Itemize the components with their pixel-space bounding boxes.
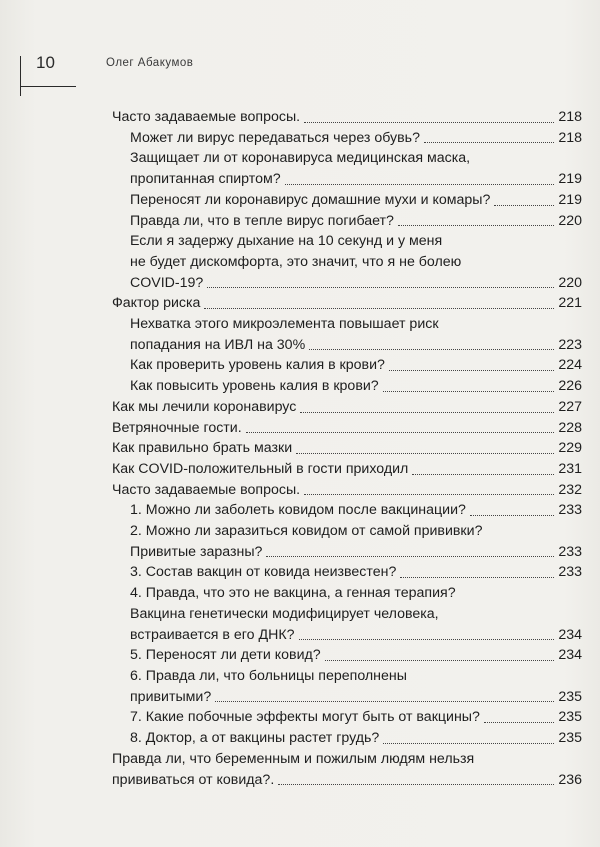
dot-leader [300, 412, 554, 413]
dot-leader [424, 142, 554, 143]
toc-entry-title: 5. Переносят ли дети ковид? [130, 647, 321, 664]
dot-leader [304, 494, 554, 495]
toc-entry-page: 218 [558, 129, 582, 146]
toc-entry-title: 7. Какие побочные эффекты могут быть от вакцины? [130, 709, 480, 726]
toc-entry-title-line: встраивается в его ДНК? [130, 626, 295, 643]
toc-entry-page: 221 [558, 295, 582, 312]
toc-entry-title: Как проверить уровень калия в крови? [130, 357, 385, 374]
dot-leader [484, 722, 554, 723]
toc-entry-page: 233 [558, 502, 582, 519]
toc-entry [112, 128, 582, 149]
toc-entry [112, 190, 582, 211]
toc-entry [112, 625, 582, 646]
toc-entry-title-line: 2. Можно ли заразиться ковидом от самой прививки? [130, 523, 483, 540]
dot-leader [246, 432, 554, 433]
toc-entry [112, 293, 582, 314]
dot-leader [296, 453, 554, 454]
toc-entry-title: Часто задаваемые вопросы. [112, 481, 301, 498]
toc-entry-title-line: Правда ли, что беременным и пожилым людям нельзя [112, 750, 475, 767]
toc-entry [112, 562, 582, 583]
dot-leader [278, 784, 554, 785]
toc-entry-page: 234 [558, 626, 582, 643]
running-author: Олег Абакумов [106, 57, 194, 69]
toc-entry [112, 438, 582, 459]
toc-entry-page: 235 [558, 709, 582, 726]
toc-entry [112, 397, 582, 418]
dot-leader [207, 287, 554, 288]
toc-entry-title: Как мы лечили коронавирус [112, 398, 297, 415]
toc-entry-page: 223 [558, 336, 582, 353]
toc-entry-title-line: 4. Правда, что это не вакцина, а генная терапия? [130, 585, 456, 602]
toc-entry-title: Как повысить уровень калия в крови? [130, 378, 379, 395]
toc-entry-title: 1. Можно ли заболеть ковидом после вакцинации? [130, 502, 466, 519]
toc-entry-page: 224 [558, 357, 582, 374]
toc-entry-title: Ветряночные гости. [112, 419, 242, 436]
toc-entry [112, 687, 582, 708]
toc-entry-title-line: Привитые заразны? [130, 543, 263, 560]
toc-entry-page: 227 [558, 398, 582, 415]
dot-leader [400, 577, 554, 578]
toc-entry [112, 770, 582, 791]
toc-entry-page: 220 [558, 212, 582, 229]
toc-entry-page: 235 [558, 730, 582, 747]
toc-entry-title-line: COVID-19? [130, 274, 204, 291]
toc-entry-page: 232 [558, 481, 582, 498]
toc-entry-title-line: прививаться от ковида?. [112, 771, 275, 788]
dot-leader [412, 474, 554, 475]
dot-leader [266, 556, 554, 557]
toc-entry-page: 218 [558, 109, 582, 125]
toc-entry-page: 235 [558, 688, 582, 705]
toc-entry-page: 236 [558, 771, 582, 788]
toc-entry-title-line: 6. Правда ли, что больницы переполнены [130, 667, 407, 684]
toc-entry-page: 228 [558, 419, 582, 436]
dot-leader [470, 515, 554, 516]
dot-leader [304, 122, 554, 123]
toc-entry [112, 355, 582, 376]
toc-entry [112, 418, 582, 439]
toc-entry [112, 459, 582, 480]
running-header [20, 52, 580, 82]
toc-entry-page: 233 [558, 564, 582, 581]
toc-entry-page: 233 [558, 543, 582, 560]
toc-entry-title-line: Если я задержу дыхание на 10 секунд и у меня [130, 233, 443, 250]
dot-leader [285, 184, 554, 185]
toc-entry [112, 169, 582, 190]
toc-entry-title-line: Вакцина генетически модифицирует человека, [130, 605, 439, 622]
toc-entry [112, 707, 582, 728]
toc-entry-title: Правда ли, что в тепле вирус погибает? [130, 212, 394, 229]
toc-entry-title: Часто задаваемые вопросы. [112, 109, 301, 125]
page-number: 10 [36, 53, 55, 72]
toc-entry-page: 229 [558, 440, 582, 457]
toc-entry-title: 3. Состав вакцин от ковида неизвестен? [130, 564, 397, 581]
toc-entry [112, 542, 582, 563]
dot-leader [389, 370, 554, 371]
toc-entry [112, 500, 582, 521]
toc-entry-page: 234 [558, 647, 582, 664]
dot-leader [383, 391, 554, 392]
toc-entry [112, 335, 582, 356]
toc-entry-title: Переносят ли коронавирус домашние мухи и комары? [130, 191, 491, 208]
dot-leader [494, 205, 554, 206]
toc-entry-title-line: Нехватка этого микроэлемента повышает риск [130, 316, 439, 333]
dot-leader [325, 660, 554, 661]
toc-entry-title: Как правильно брать мазки [112, 440, 293, 457]
toc-entry-title: 8. Доктор, а от вакцины растет грудь? [130, 730, 380, 747]
toc-entry-title-line: Защищает ли от коронавируса медицинская маска, [130, 150, 471, 167]
toc-entry-page: 219 [558, 171, 582, 188]
dot-leader [215, 701, 554, 702]
toc-entry-page: 226 [558, 378, 582, 395]
dot-leader [309, 349, 554, 350]
toc-entry-title-line: пропитанная спиртом? [130, 171, 281, 188]
toc-entry [112, 107, 582, 128]
toc-entry-title-line: не будет дискомфорта, это значит, что я не болею [130, 253, 462, 270]
toc-entry-title-line: попадания на ИВЛ на 30% [130, 336, 306, 353]
toc-entry [112, 480, 582, 501]
toc-entry-title: Фактор риска [112, 295, 201, 312]
dot-leader [383, 743, 554, 744]
toc-entry [112, 273, 582, 294]
toc-entry-title: Может ли вирус передаваться через обувь? [130, 129, 420, 146]
page-number-underline [20, 86, 76, 87]
toc-entry [112, 645, 582, 666]
toc-entry [112, 376, 582, 397]
toc-entry-page: 231 [558, 460, 582, 477]
dot-leader [299, 639, 555, 640]
toc-entry [112, 211, 582, 232]
toc-entry-title: Как COVID-положительный в гости приходил [112, 460, 409, 477]
toc-entry-page: 220 [558, 274, 582, 291]
toc-entry-title-line: привитыми? [130, 688, 212, 705]
dot-leader [398, 225, 554, 226]
toc-entry [112, 728, 582, 749]
table-of-contents [112, 107, 582, 790]
toc-entry-page: 219 [558, 191, 582, 208]
dot-leader [204, 308, 554, 309]
